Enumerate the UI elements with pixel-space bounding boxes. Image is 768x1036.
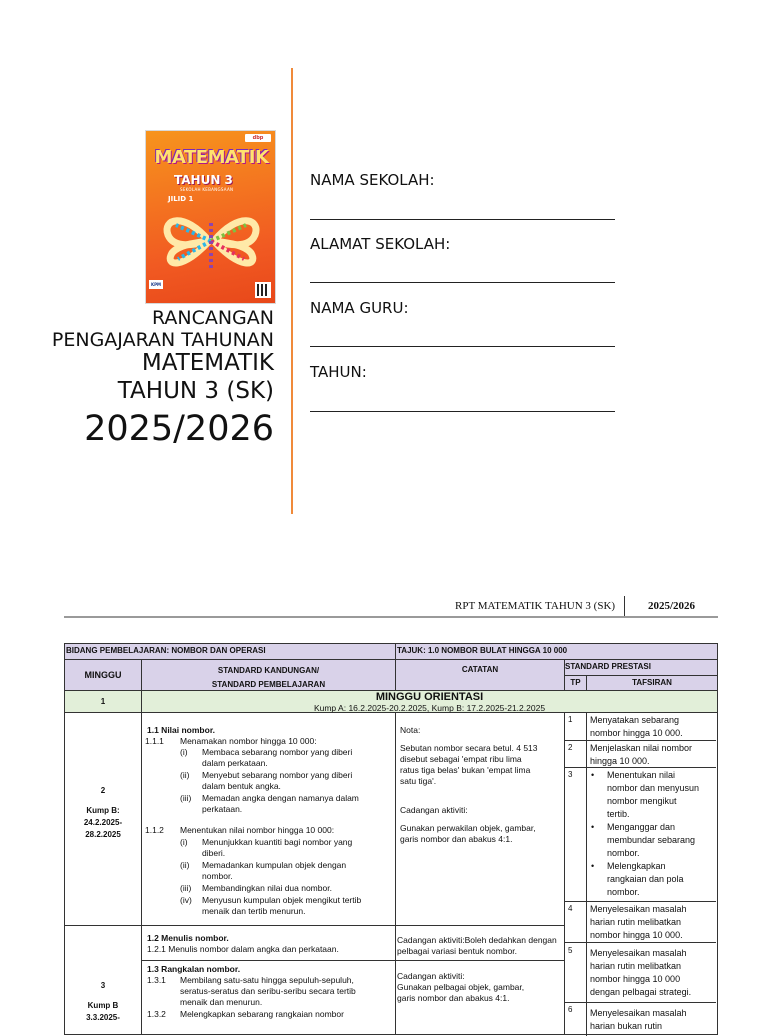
tp-4: 4 [568,904,573,913]
sub-1-1-1-iii-l2: perkataan. [202,804,243,814]
tafsiran-tp-5-line-3: nombor hingga 10 000 [590,974,681,984]
tajuk-text: TAJUK: 1.0 NOMBOR BULAT HINGGA 10 000 [397,646,568,655]
tafsiran-tp-5-line-1: Menyelesaikan masalah [590,948,687,958]
tafsiran-tp-6-line-1: Menyelesaikan masalah [590,1008,687,1018]
header-prestasi-text: STANDARD PRESTASI [565,662,651,671]
tp-row-line [565,740,716,741]
tp-3: 3 [568,770,573,779]
week-3-cell [64,925,142,1035]
cover-year: 2025/2026 [84,409,274,449]
bidang-text: BIDANG PEMBELAJARAN: NOMBOR DAN OPERASI [66,646,266,655]
sub-1-1-1-ii-l2: dalam bentuk angka. [202,781,281,791]
tp-3-b3-l2: rangkaian dan pola [607,874,684,884]
code-1-1-1: 1.1.1 [145,736,164,746]
text-1-3-1-l1: Membilang satu-satu hingga sepuluh-sepuluh, [180,975,354,985]
tp-3-b2-l2: membundar sebarang [607,835,696,845]
cadangan-line-1: Gunakan perwakilan objek, gambar, [400,823,536,833]
code-1-1-2: 1.1.2 [145,825,164,835]
field-label-nama-sekolah: NAMA SEKOLAH: [310,171,435,189]
tp-3-bullet-1 [587,769,717,821]
orientation-cell [141,690,718,713]
catatan-1-3-line-2: Gunakan pelbagai objek, gambar, [397,982,525,992]
week-2-number: 2 [100,786,106,795]
section-heading-1-1: 1.1 Nilai nombor. [147,725,216,735]
text-1-1-1: Menamakan nombor hingga 10 000: [180,736,317,746]
tafsiran-tp-2-line-1: Menjelaskan nilai nombor [590,743,693,753]
catatan-1-2-line-2: pelbagai variasi bentuk nombor. [397,946,518,956]
tp-3-bullet-2 [587,821,717,860]
sub-1-1-1-ii-n: (ii) [180,770,190,780]
tafsiran-tp-1-line-2: nombor hingga 10 000. [590,728,683,738]
nota-line-1: Sebutan nombor secara betul. 4 513 [400,743,538,753]
catatan-1-3-line-3: garis nombor dan abakus 4:1. [397,993,510,1003]
week-3-group: Kump B [87,1001,119,1010]
header-rule [64,616,718,618]
week-2-dates-2: 28.2.2025 [85,830,121,839]
tp-3-b1-l3: nombor mengikut [607,796,677,806]
field-line-nama-guru[interactable] [310,346,615,347]
tp-row-line [565,767,716,768]
field-label-tahun: TAHUN: [310,363,367,381]
bullet-dot: • [591,861,595,871]
tafsiran-tp-4 [590,903,713,942]
tp-3-b1-l1: Menentukan nilai [607,770,676,780]
book-cover-image [145,130,276,304]
orientation-dates: Kump A: 16.2.2025-20.2.2025, Kump B: 17.2.2025-21.2.2025 [313,703,546,713]
standard-cell-1-2 [141,925,396,961]
tafsiran-tp-1 [590,714,713,740]
cadangan-line-2: garis nombor dan abakus 4:1. [400,834,513,844]
tafsiran-tp-1-line-1: Menyatakan sebarang [590,715,680,725]
header-standard [141,659,396,691]
sub-1-1-1-ii-l1: Menyebut sebarang nombor yang diberi [202,770,353,780]
week-1-number: 1 [100,696,106,706]
header-prestasi [564,659,718,676]
field-line-nama-sekolah[interactable] [310,219,615,220]
nota-label: Nota: [400,725,421,735]
tp-3-b2-l1: Menganggar dan [607,822,676,832]
text-1-3-1-l3: menaik dan menurun. [180,997,263,1007]
header-minggu [64,659,142,691]
book-title: MATEMATIK [154,147,269,168]
tafsiran-tp-4-line-2: harian rutin melibatkan [590,917,682,927]
tp-row-line [565,1002,716,1003]
publisher-badge: dbp [245,134,271,142]
book-school-type: SEKOLAH KEBANGSAAN [180,187,234,192]
kpm-logo: KPM [150,282,161,287]
tajuk-cell [395,643,718,660]
catatan-cell-1-2 [395,925,565,961]
butterfly-illustration [154,201,269,281]
sub-1-1-1-iii-n: (iii) [180,793,192,803]
header-separator [624,596,625,616]
tp-2: 2 [568,743,573,752]
rpt-table [64,643,718,1031]
header-catatan-text: CATATAN [461,665,499,674]
page-header-year: 2025/2026 [648,600,696,612]
sub-1-1-2-i-l1: Menunjukkan kuantiti bagi nombor yang [202,837,353,847]
tafsiran-tp-5-line-4: dengan pelbagai strategi. [590,987,692,997]
code-1-3-2: 1.3.2 [147,1009,166,1019]
standard-cell-1-1 [141,712,396,926]
field-label-alamat-sekolah: ALAMAT SEKOLAH: [310,235,451,253]
page-header-title: RPT MATEMATIK TAHUN 3 (SK) [455,600,616,612]
qr-code [255,282,271,298]
sub-1-1-2-iv-l1: Menyusun kumpulan objek mengikut tertib [202,895,362,905]
bullet-dot: • [591,770,595,780]
tp-1: 1 [568,715,573,724]
sub-1-1-2-iii-n: (iii) [180,883,192,893]
tafsiran-tp-6 [590,1007,713,1033]
sub-1-1-1-i-l1: Membaca sebarang nombor yang diberi [202,747,353,757]
week-3-dates-1: 3.3.2025- [86,1013,120,1022]
sub-1-1-2-ii-n: (ii) [180,860,190,870]
sub-1-1-2-ii-l1: Memadankan kumpulan objek dengan [202,860,347,870]
tafsiran-tp-2 [590,742,713,768]
sub-1-1-1-i-l2: dalam perkataan. [202,758,268,768]
cover-title-line-4: TAHUN 3 (SK) [117,378,274,404]
header-tp-text: TP [570,678,581,687]
text-1-2-1: 1.2.1 Menulis nombor dalam angka dan perkataan. [147,944,339,954]
sub-1-1-2-iv-n: (iv) [180,895,192,905]
week-2-group: Kump B: [86,806,120,815]
tp-3-b1-l4: tertib. [607,809,630,819]
tafsiran-tp-5 [590,947,713,999]
week-2-cell [64,712,142,926]
tafsiran-tp-2-line-2: hingga 10 000. [590,756,650,766]
sub-1-1-2-ii-l2: nombor. [202,871,233,881]
sub-1-1-2-i-n: (i) [180,837,188,847]
header-tafsiran [586,675,718,691]
cover-divider [291,68,293,514]
header-standard-line2: STANDARD PEMBELAJARAN [211,680,326,689]
tafsiran-tp-6-line-2: harian bukan rutin [590,1021,663,1031]
cover-title-line-2: PENGAJARAN TAHUNAN [51,329,274,351]
cover-title-line-3: MATEMATIK [141,350,274,376]
text-1-3-1-l2: seratus-seratus dan seribu-seribu secara tertib [180,986,356,996]
field-line-tahun[interactable] [310,411,615,412]
catatan-1-2-line-1: Cadangan aktiviti:Boleh dedahkan dengan [397,935,557,945]
tp-3-b2-l3: nombor. [607,848,640,858]
bidang-cell [64,643,396,660]
week-3-number: 3 [100,981,106,990]
header-catatan [395,659,565,691]
header-minggu-text: MINGGU [84,669,122,680]
tafsiran-tp-5-line-2: harian rutin melibatkan [590,961,682,971]
cover-title-line-1: RANCANGAN [151,307,274,329]
catatan-1-3-line-1: Cadangan aktiviti: [397,971,465,981]
nota-line-2: disebut sebagai 'empat ribu lima [400,754,522,764]
sub-1-1-1-i-n: (i) [180,747,188,757]
week-2-dates-1: 24.2.2025- [83,818,123,827]
tafsiran-tp-4-line-1: Menyelesaikan masalah [590,904,687,914]
section-heading-1-3: 1.3 Rangkalan nombor. [147,964,241,974]
nota-line-4: satu tiga'. [400,776,437,786]
orientation-title: MINGGU ORIENTASI [375,691,484,703]
field-label-nama-guru: NAMA GURU: [310,299,409,317]
book-year: TAHUN 3 [174,173,233,187]
sub-1-1-2-i-l2: diberi. [202,848,226,858]
standard-cell-1-3 [141,960,396,1035]
week-1-cell [64,690,142,713]
tp-6: 6 [568,1005,573,1014]
field-line-alamat-sekolah[interactable] [310,282,615,283]
sub-1-1-1-iii-l1: Memadan angka dengan namanya dalam [202,793,359,803]
sub-1-1-2-iv-l2: menaik dan tertib menurun. [202,906,306,916]
tp-3-b3-l1: Melengkapkan [607,861,666,871]
tp-row-line [565,942,716,943]
tp-3-bullet-3 [587,860,717,899]
header-standard-line1: STANDARD KANDUNGAN/ [217,666,320,675]
prestasi-column [564,712,718,1035]
tp-row-line [565,901,716,902]
text-1-1-2: Menentukan nilai nombor hingga 10 000: [180,825,335,835]
cadangan-label: Cadangan aktiviti: [400,805,468,815]
catatan-cell-1-3 [395,960,565,1035]
tp-3-b3-l3: nombor. [607,887,640,897]
tafsiran-tp-4-line-3: nombor hingga 10 000. [590,930,683,940]
tp-5: 5 [568,946,573,955]
catatan-cell-1-1 [395,712,565,926]
code-1-3-1: 1.3.1 [147,975,166,985]
text-1-3-2-l1: Melengkapkan sebarang rangkaian nombor [180,1009,344,1019]
nota-line-3: ratus tiga belas' bukan 'empat lima [400,765,531,775]
bullet-dot: • [591,822,595,832]
tp-3-b1-l2: nombor dan menyusun [607,783,700,793]
sub-1-1-2-iii-l1: Membandingkan nilai dua nombor. [202,883,332,893]
header-tafsiran-text: TAFSIRAN [632,678,672,687]
tafsiran-tp-3 [587,769,717,899]
book-volume: JILID 1 [168,195,194,203]
header-tp [564,675,587,691]
section-heading-1-2: 1.2 Menulis nombor. [147,933,229,943]
